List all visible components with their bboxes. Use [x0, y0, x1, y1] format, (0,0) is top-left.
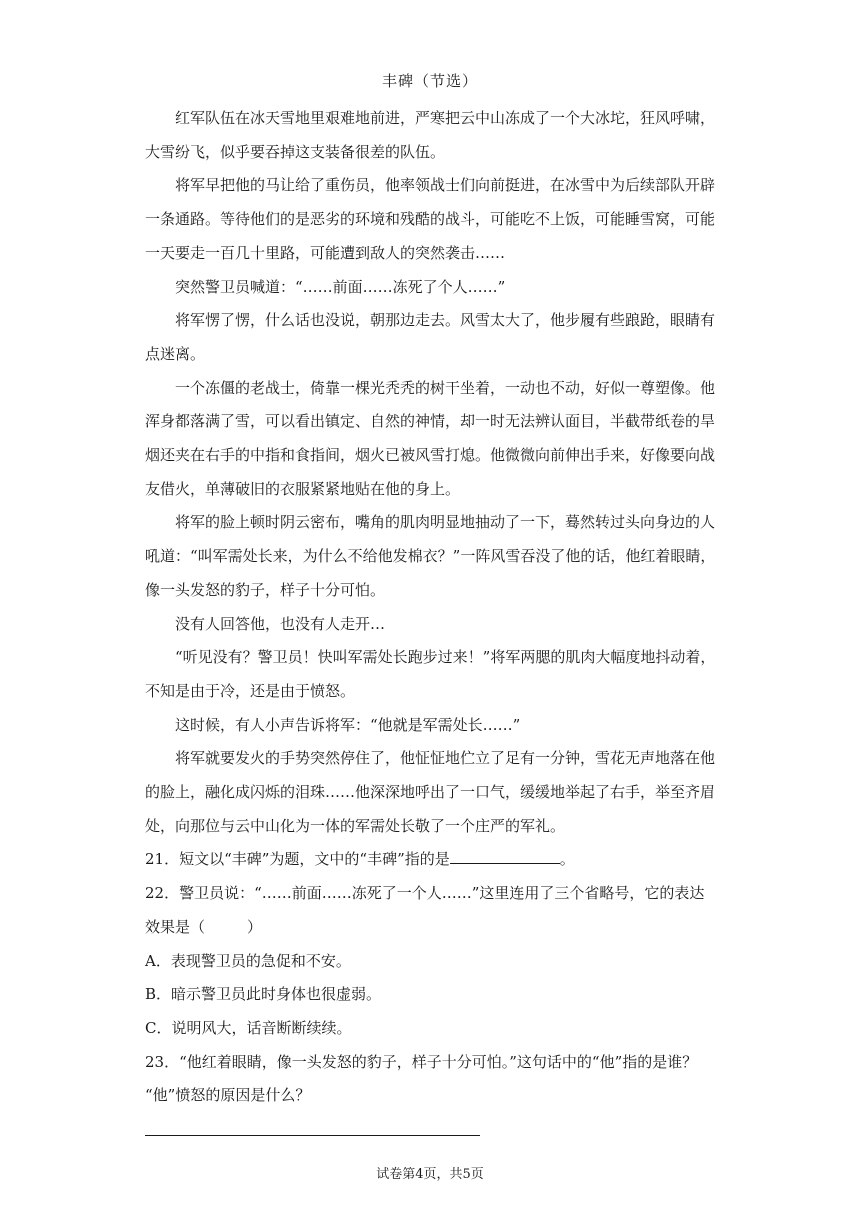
- passage-title: 丰碑（节选）: [381, 72, 478, 90]
- question-22-stem: 22．警卫员说：“……前面……冻死了一个人……”这里连用了三个省略号，它的表达效果是（: [145, 884, 705, 936]
- paragraph: 将军早把他的马让给了重伤员，他率领战士们向前挺进，在冰雪中为后续部队开辟一条通路。等待他们的是恶劣的环境和残酷的战斗，可能吃不上饭，可能睡雪窝，可能一天要走一百几十里路，可能遭到敌人的突然袭击……: [145, 176, 716, 262]
- question-23-line1: 23．“他红着眼睛，像一头发怒的豹子，样子十分可怕。”这句话中的“他”指的是谁？: [145, 1052, 698, 1071]
- answer-line-23[interactable]: [145, 1135, 480, 1136]
- paragraph: 这时候，有人小声告诉将军：“他就是军需处长……”: [175, 715, 521, 734]
- paragraph: 没有人回答他，也没有人走开…: [175, 614, 386, 633]
- question-23-line2: “他”愤怒的原因是什么？: [145, 1086, 311, 1105]
- paragraph: 将军的脸上顿时阴云密布，嘴角的肌肉明显地抽动了一下，蓦然转过头向身边的人吼道：“叫军需处长来，为什么不给他发棉衣？”一阵风雪吞没了他的话，他红着眼睛，像一头发怒的豹子，样子十分可怕。: [145, 513, 716, 599]
- passage-content: [145, 102, 717, 1113]
- paragraph: “听见没有？警卫员！快叫军需处长跑步过来！”将军两腮的肌肉大幅度地抖动着，不知是由于冷，还是由于愤怒。: [145, 648, 716, 700]
- option-c: C．说明风大，话音断断续续。: [145, 1018, 352, 1037]
- option-a: A．表现警卫员的急促和不安。: [145, 951, 351, 970]
- paragraph: 将军愣了愣，什么话也没说，朝那边走去。风雪太大了，他步履有些踉跄，眼睛有点迷离。: [145, 311, 716, 363]
- answer-blank-21[interactable]: [450, 845, 560, 864]
- question-21-text: 21．短文以“丰碑”为题，文中的“丰碑”指的是: [145, 850, 450, 869]
- question-21: [145, 843, 717, 877]
- paragraph: 一个冻僵的老战士，倚靠一棵光秃秃的树干坐着，一动也不动，好似一尊塑像。他浑身都落满了雪，可以看出镇定、自然的神情，却一时无法辨认面目，半截带纸卷的旱烟还夹在右手的中指和食指间，烟火已被风雪打熄。他微微向前伸出手来，好像要向战友借火，单薄破旧的衣服紧紧地贴在他的身上。: [145, 378, 716, 498]
- option-b: B．暗示警卫员此时身体也很虚弱。: [145, 985, 382, 1004]
- paragraph: 将军就要发火的手势突然停住了，他怔怔地伫立了足有一分钟，雪花无声地落在他的脸上，融化成闪烁的泪珠……他深深地呼出了一口气，缓缓地举起了右手，举至齐眉处，向那位与云中山化为一体的军需处长敬了一个庄严的军礼。: [145, 749, 716, 835]
- question-22-stem-end: ）: [247, 917, 263, 936]
- question-22: [145, 877, 717, 944]
- paragraph: 突然警卫员喊道：“……前面……冻死了个人……”: [175, 277, 506, 296]
- paragraph: 红军队伍在冰天雪地里艰难地前进，严寒把云中山冻成了一个大冰坨，狂风呼啸，大雪纷飞，似乎要吞掉这支装备很差的队伍。: [145, 109, 716, 161]
- question-21-end: 。: [559, 850, 575, 869]
- page-footer: 试卷第4页，共5页: [376, 1167, 484, 1182]
